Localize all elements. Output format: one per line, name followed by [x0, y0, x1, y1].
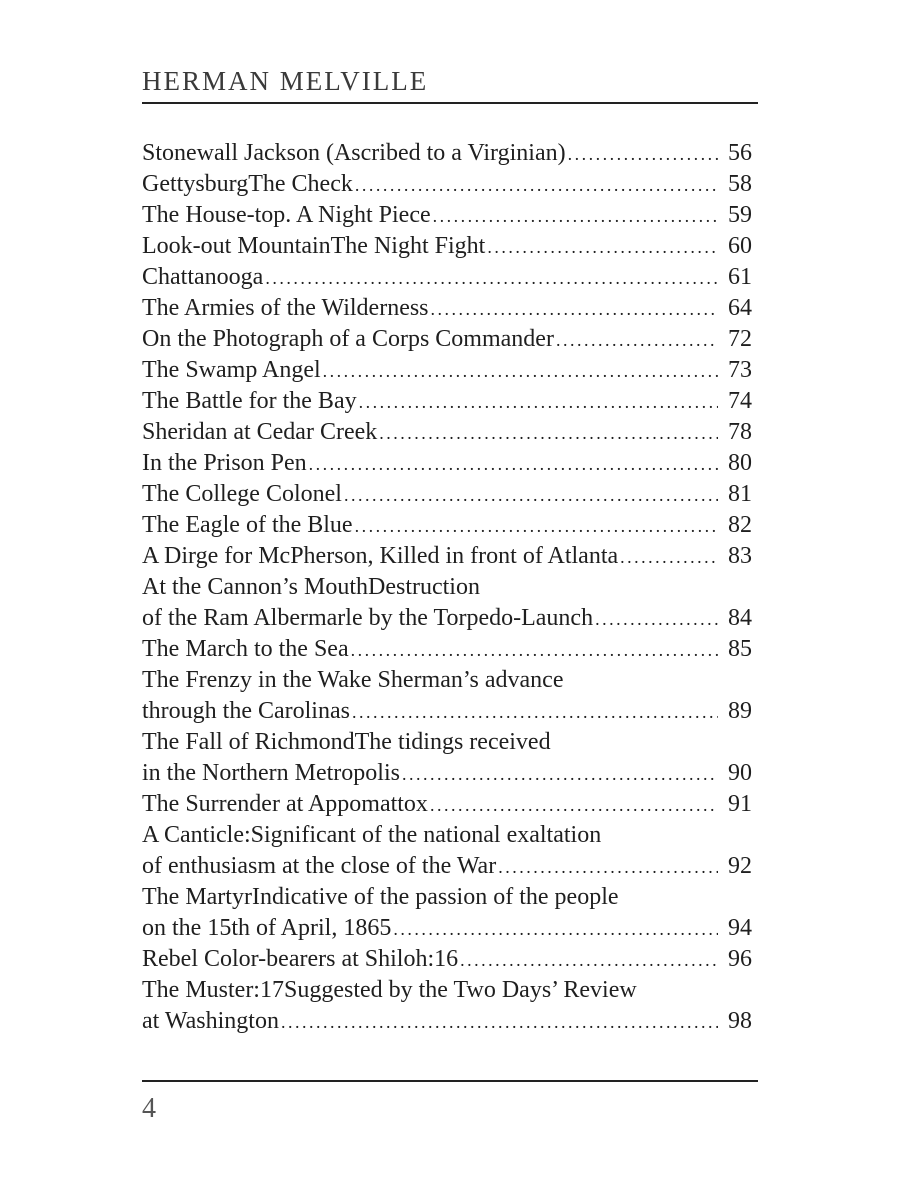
toc-entry-page: 94 — [728, 915, 752, 941]
toc-entry-title: The House-top. A Night Piece — [142, 202, 431, 228]
toc-entry-page: 56 — [728, 140, 752, 166]
toc-leader-dots — [265, 263, 718, 293]
toc-entry-continued — [142, 665, 752, 696]
toc-leader-dots — [430, 790, 718, 820]
page-number: 4 — [142, 1093, 156, 1124]
toc-entry-page: 91 — [728, 791, 752, 817]
toc-entry-title: In the Prison Pen — [142, 450, 307, 476]
toc-entry-title: Sheridan at Cedar Creek — [142, 419, 378, 445]
toc-entry-page: 83 — [728, 543, 752, 569]
toc-entry-page: 78 — [728, 419, 752, 445]
toc-entry-continued — [142, 820, 752, 851]
toc-entry-page: 64 — [728, 295, 752, 321]
toc-leader-dots — [620, 542, 718, 572]
toc-entry-title: On the Photograph of a Corps Commander — [142, 326, 554, 352]
toc-entry — [142, 696, 752, 727]
toc-leader-dots — [402, 759, 718, 789]
toc-leader-dots — [487, 232, 718, 262]
toc-entry-page: 96 — [728, 946, 752, 972]
toc-leader-dots — [595, 604, 718, 634]
toc-entry-title: At the Cannon’s MouthDestruction — [142, 574, 480, 600]
toc-entry-title: The Surrender at Appomattox — [142, 791, 428, 817]
toc-entry-page: 82 — [728, 512, 752, 538]
toc-leader-dots — [344, 480, 718, 510]
toc-leader-dots — [431, 294, 718, 324]
toc-entry-page: 80 — [728, 450, 752, 476]
toc-entry-page: 84 — [728, 605, 752, 631]
toc-entry-page: 58 — [728, 171, 752, 197]
toc-entry-page: 81 — [728, 481, 752, 507]
running-header-title: HERMAN MELVILLE — [142, 66, 429, 96]
toc-entry-title: The March to the Sea — [142, 636, 349, 662]
running-header — [142, 62, 758, 104]
toc-entry — [142, 324, 752, 355]
toc-entry — [142, 262, 752, 293]
toc-entry — [142, 448, 752, 479]
toc-leader-dots — [498, 852, 718, 882]
toc-entry-page: 92 — [728, 853, 752, 879]
toc-entry — [142, 386, 752, 417]
toc-leader-dots — [556, 325, 718, 355]
toc-leader-dots — [355, 511, 718, 541]
toc-leader-dots — [281, 1007, 718, 1037]
toc-entry-page: 59 — [728, 202, 752, 228]
toc-entry-continued — [142, 975, 752, 1006]
toc-entry-title: through the Carolinas — [142, 698, 350, 724]
toc-leader-dots — [309, 449, 718, 479]
toc-leader-dots — [352, 697, 718, 727]
toc-entry — [142, 355, 752, 386]
toc-leader-dots — [323, 356, 718, 386]
toc-entry — [142, 634, 752, 665]
toc-entry-page: 90 — [728, 760, 752, 786]
toc-entry-page: 98 — [728, 1008, 752, 1034]
toc-entry-title: on the 15th of April, 1865 — [142, 915, 392, 941]
toc-entry — [142, 510, 752, 541]
toc-leader-dots — [359, 387, 718, 417]
toc-entry — [142, 169, 752, 200]
toc-entry-title: GettysburgThe Check — [142, 171, 353, 197]
toc-leader-dots — [568, 139, 718, 169]
toc-entry-continued — [142, 727, 752, 758]
toc-entry-title: Rebel Color-bearers at Shiloh:16 — [142, 946, 459, 972]
toc-entry-title: Stonewall Jackson (Ascribed to a Virginian) — [142, 140, 566, 166]
toc-entry-page: 72 — [728, 326, 752, 352]
toc-entry — [142, 851, 752, 882]
toc-entry-title: in the Northern Metropolis — [142, 760, 400, 786]
toc-entry — [142, 479, 752, 510]
toc-entry-page: 60 — [728, 233, 752, 259]
toc-entry-page: 74 — [728, 388, 752, 414]
toc-entry-page: 85 — [728, 636, 752, 662]
toc-entry-title: A Dirge for McPherson, Killed in front of Atlanta — [142, 543, 619, 569]
toc-entry-title: The Muster:17Suggested by the Two Days’ Review — [142, 977, 637, 1003]
toc-entry — [142, 758, 752, 789]
toc-entry-continued — [142, 572, 752, 603]
toc-entry-page: 73 — [728, 357, 752, 383]
toc-entry — [142, 293, 752, 324]
toc-entry-title: The Eagle of the Blue — [142, 512, 353, 538]
table-of-contents — [142, 138, 752, 1037]
toc-entry-title: at Washington — [142, 1008, 279, 1034]
toc-entry — [142, 944, 752, 975]
toc-entry-title: The MartyrIndicative of the passion of the people — [142, 884, 619, 910]
toc-entry-title: Look-out MountainThe Night Fight — [142, 233, 486, 259]
toc-entry — [142, 417, 752, 448]
toc-leader-dots — [460, 945, 718, 975]
toc-entry-continued — [142, 882, 752, 913]
toc-leader-dots — [379, 418, 718, 448]
toc-entry-title: The Fall of RichmondThe tidings received — [142, 729, 551, 755]
toc-entry — [142, 138, 752, 169]
toc-entry-title: of the Ram Albermarle by the Torpedo-Launch — [142, 605, 594, 631]
toc-entry-title: The Armies of the Wilderness — [142, 295, 429, 321]
toc-entry — [142, 913, 752, 944]
toc-entry — [142, 541, 752, 572]
toc-entry-title: The College Colonel — [142, 481, 342, 507]
toc-entry-page: 61 — [728, 264, 752, 290]
toc-entry-title: Chattanooga — [142, 264, 264, 290]
toc-entry — [142, 231, 752, 262]
toc-entry-page: 89 — [728, 698, 752, 724]
toc-entry-title: A Canticle:Significant of the national exaltation — [142, 822, 602, 848]
toc-leader-dots — [433, 201, 718, 231]
toc-entry — [142, 789, 752, 820]
toc-entry — [142, 603, 752, 634]
toc-entry-title: of enthusiasm at the close of the War — [142, 853, 497, 879]
toc-leader-dots — [351, 635, 718, 665]
toc-leader-dots — [355, 170, 718, 200]
toc-entry-title: The Frenzy in the Wake Sherman’s advance — [142, 667, 564, 693]
toc-entry — [142, 200, 752, 231]
toc-leader-dots — [393, 914, 718, 944]
footer-rule — [142, 1080, 758, 1082]
toc-entry — [142, 1006, 752, 1037]
toc-entry-title: The Battle for the Bay — [142, 388, 357, 414]
toc-entry-title: The Swamp Angel — [142, 357, 321, 383]
